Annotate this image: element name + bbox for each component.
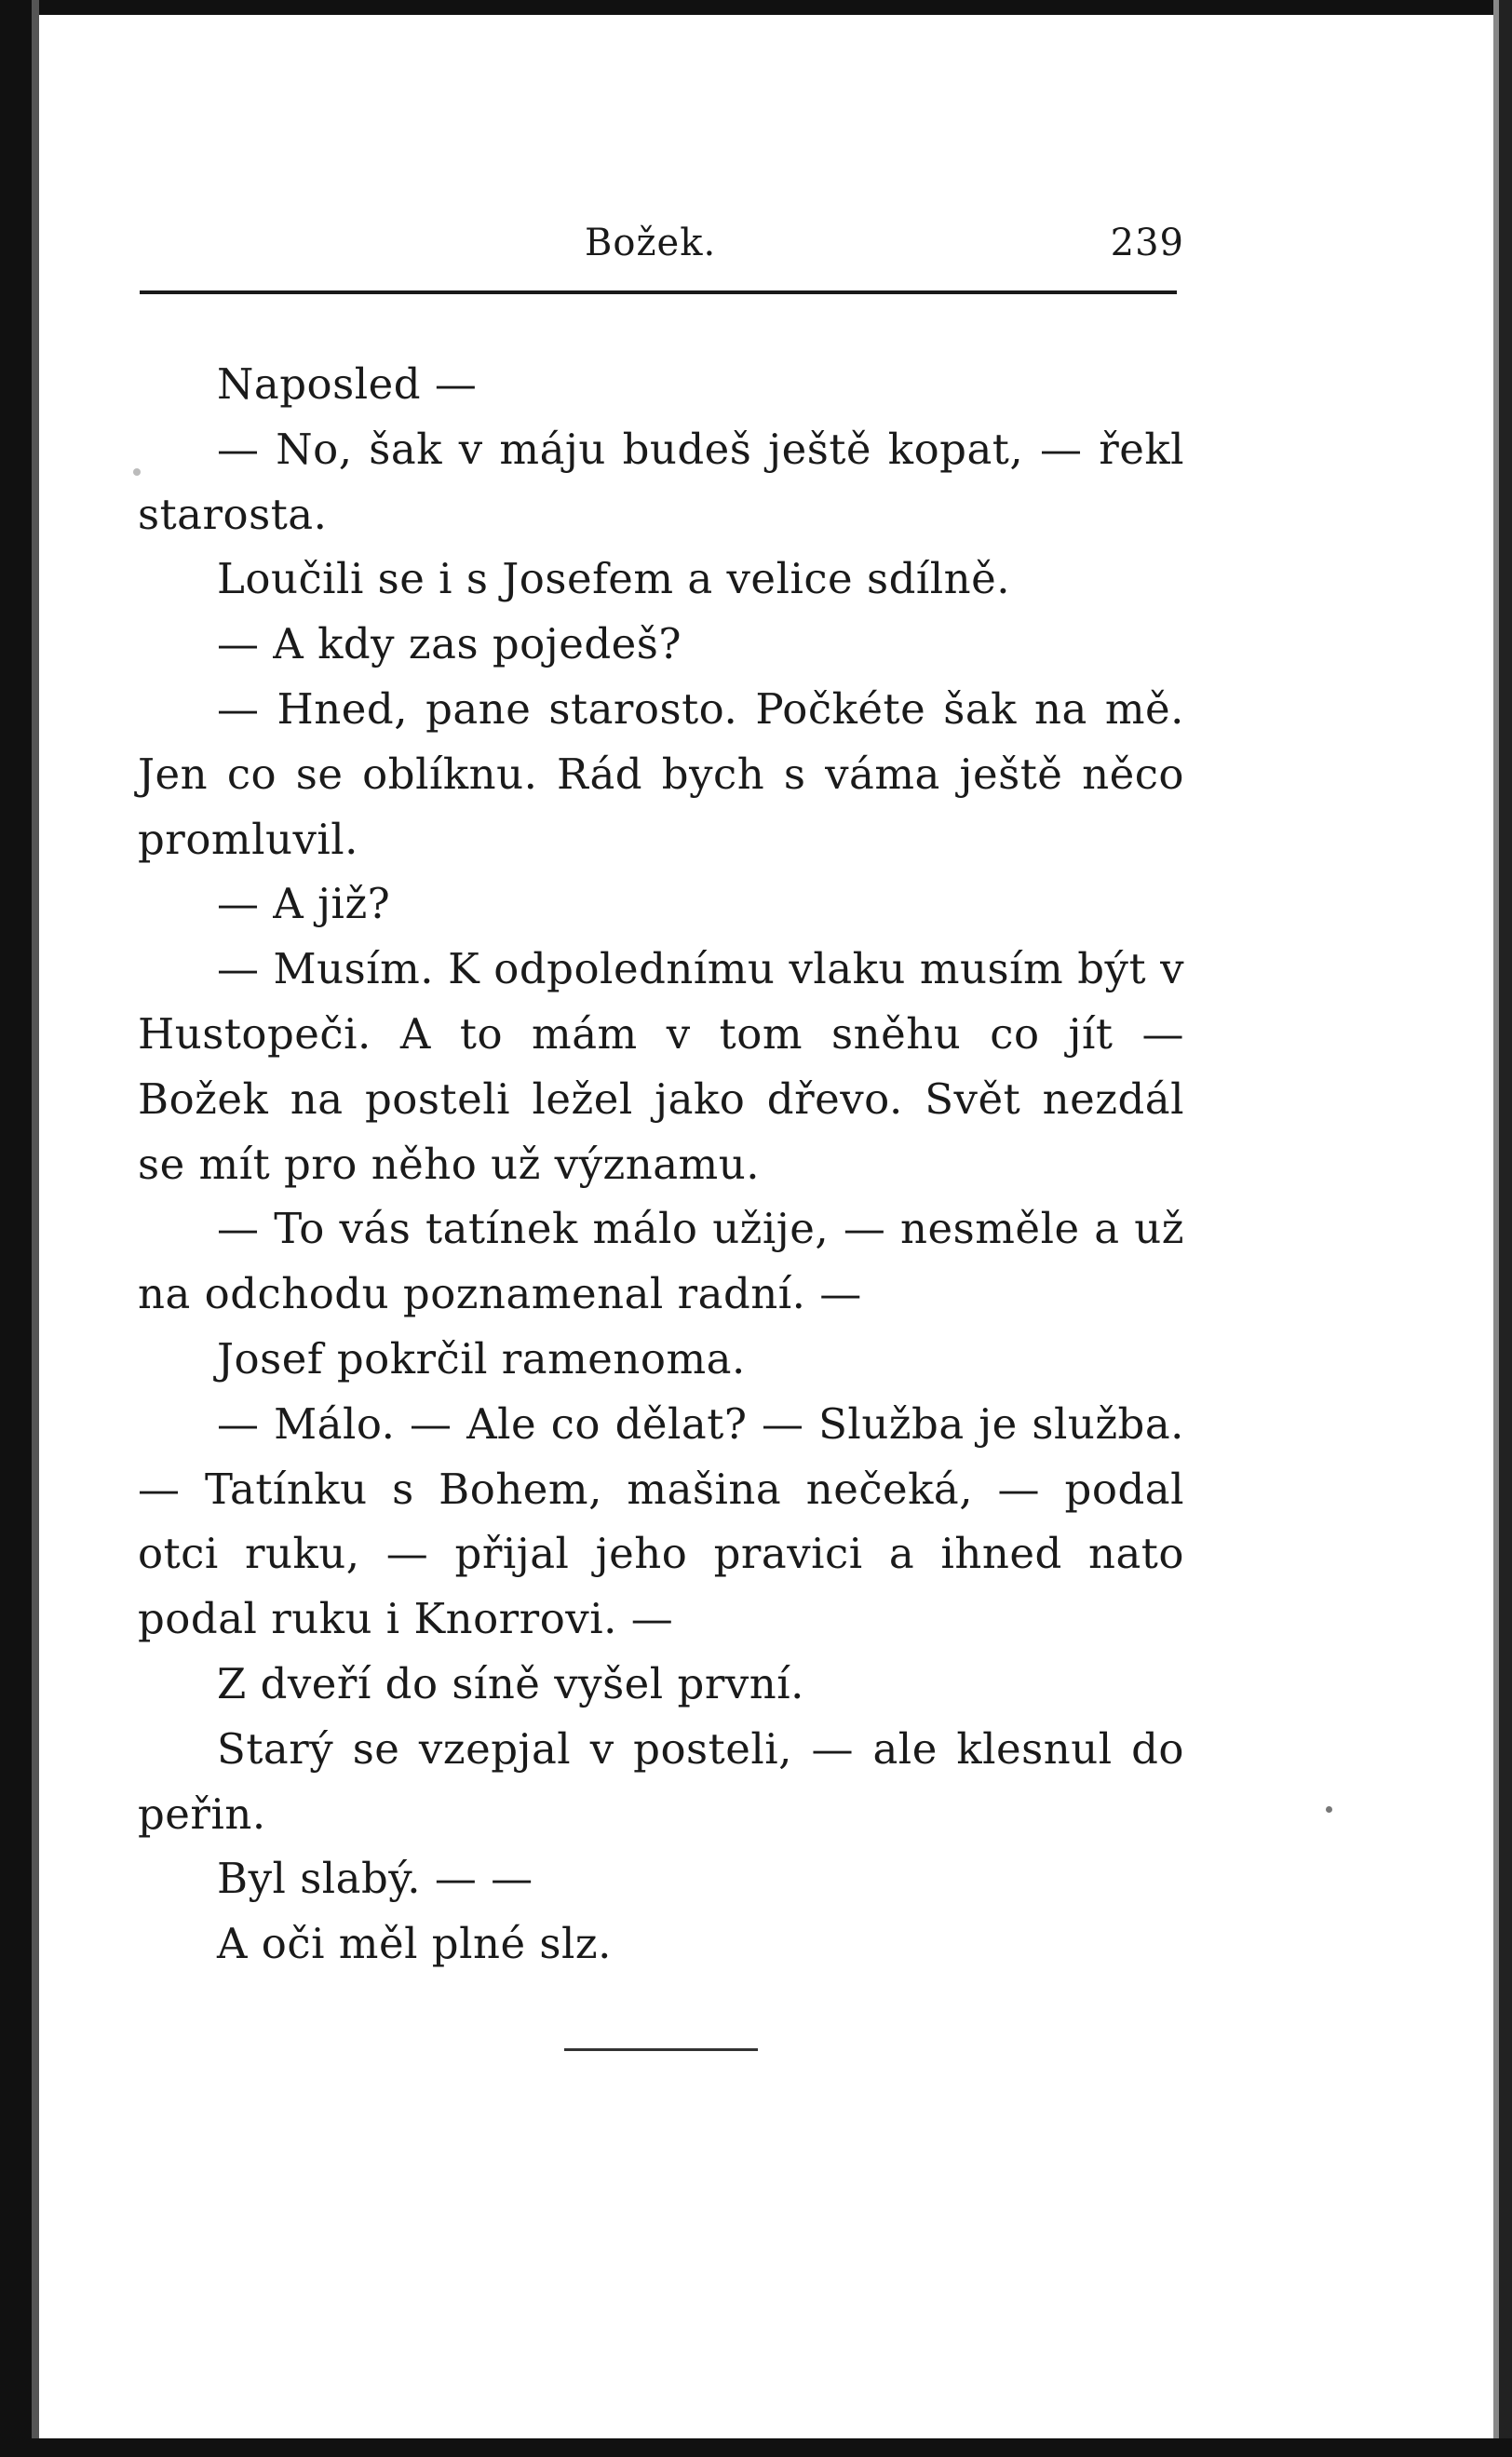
header-rule: [140, 290, 1177, 294]
paragraph: — Málo. — Ale co dělat? — Služba je služba. — Tatínku s Bohem, mašina nečeká, — podal otci ruku, — přijal jeho pravici a ihned nato podal ruku i Knorrovi. —: [138, 1398, 1184, 1644]
running-head: [140, 222, 1184, 277]
page-number: 239: [1110, 222, 1184, 264]
paragraph: Loučili se i s Josefem a velice sdílně.: [217, 554, 1011, 604]
scan-border-right: [1499, 0, 1512, 2457]
scan-border-left-shadow: [32, 0, 39, 2457]
paragraph: Starý se vzepjal v posteli, — ale klesnul do peřin.: [138, 1723, 1184, 1839]
scan-speck: [1326, 1806, 1332, 1813]
paragraph: — Hned, pane starosto. Počkéte šak na mě. Jen co se oblíknu. Rád bych s váma ještě něco promluvil.: [138, 683, 1184, 864]
paragraph: — Musím. K odpolednímu vlaku musím být v Hustopeči. A to mám v tom sněhu co jít — Božek na posteli ležel jako dřevo. Svět nezdál se mít pro něho už významu.: [138, 944, 1184, 1189]
end-rule: [564, 2048, 758, 2051]
scan-border-top: [0, 0, 1512, 15]
body-text: [138, 352, 1184, 1977]
paragraph: Byl slabý. — —: [217, 1854, 533, 1904]
paragraph: Z dveří do síně vyšel první.: [217, 1658, 804, 1708]
paragraph: — A kdy zas pojedeš?: [217, 619, 682, 669]
paragraph: Josef pokrčil ramenoma.: [217, 1333, 746, 1384]
running-title: Božek.: [585, 222, 717, 264]
scan-border-bottom: [0, 2438, 1512, 2457]
paragraph: A oči měl plné slz.: [217, 1919, 612, 1969]
scan-border-left: [0, 0, 32, 2457]
paragraph: — To vás tatínek málo užije, — nesměle a už na odchodu poznamenal radní. —: [138, 1204, 1184, 1319]
scan-border-right-shadow: [1493, 0, 1499, 2457]
paragraph: — No, šak v máju budeš ještě kopat, — řekl starosta.: [138, 424, 1184, 539]
paragraph: — A již?: [217, 879, 391, 929]
paragraph: Naposled —: [217, 359, 478, 409]
